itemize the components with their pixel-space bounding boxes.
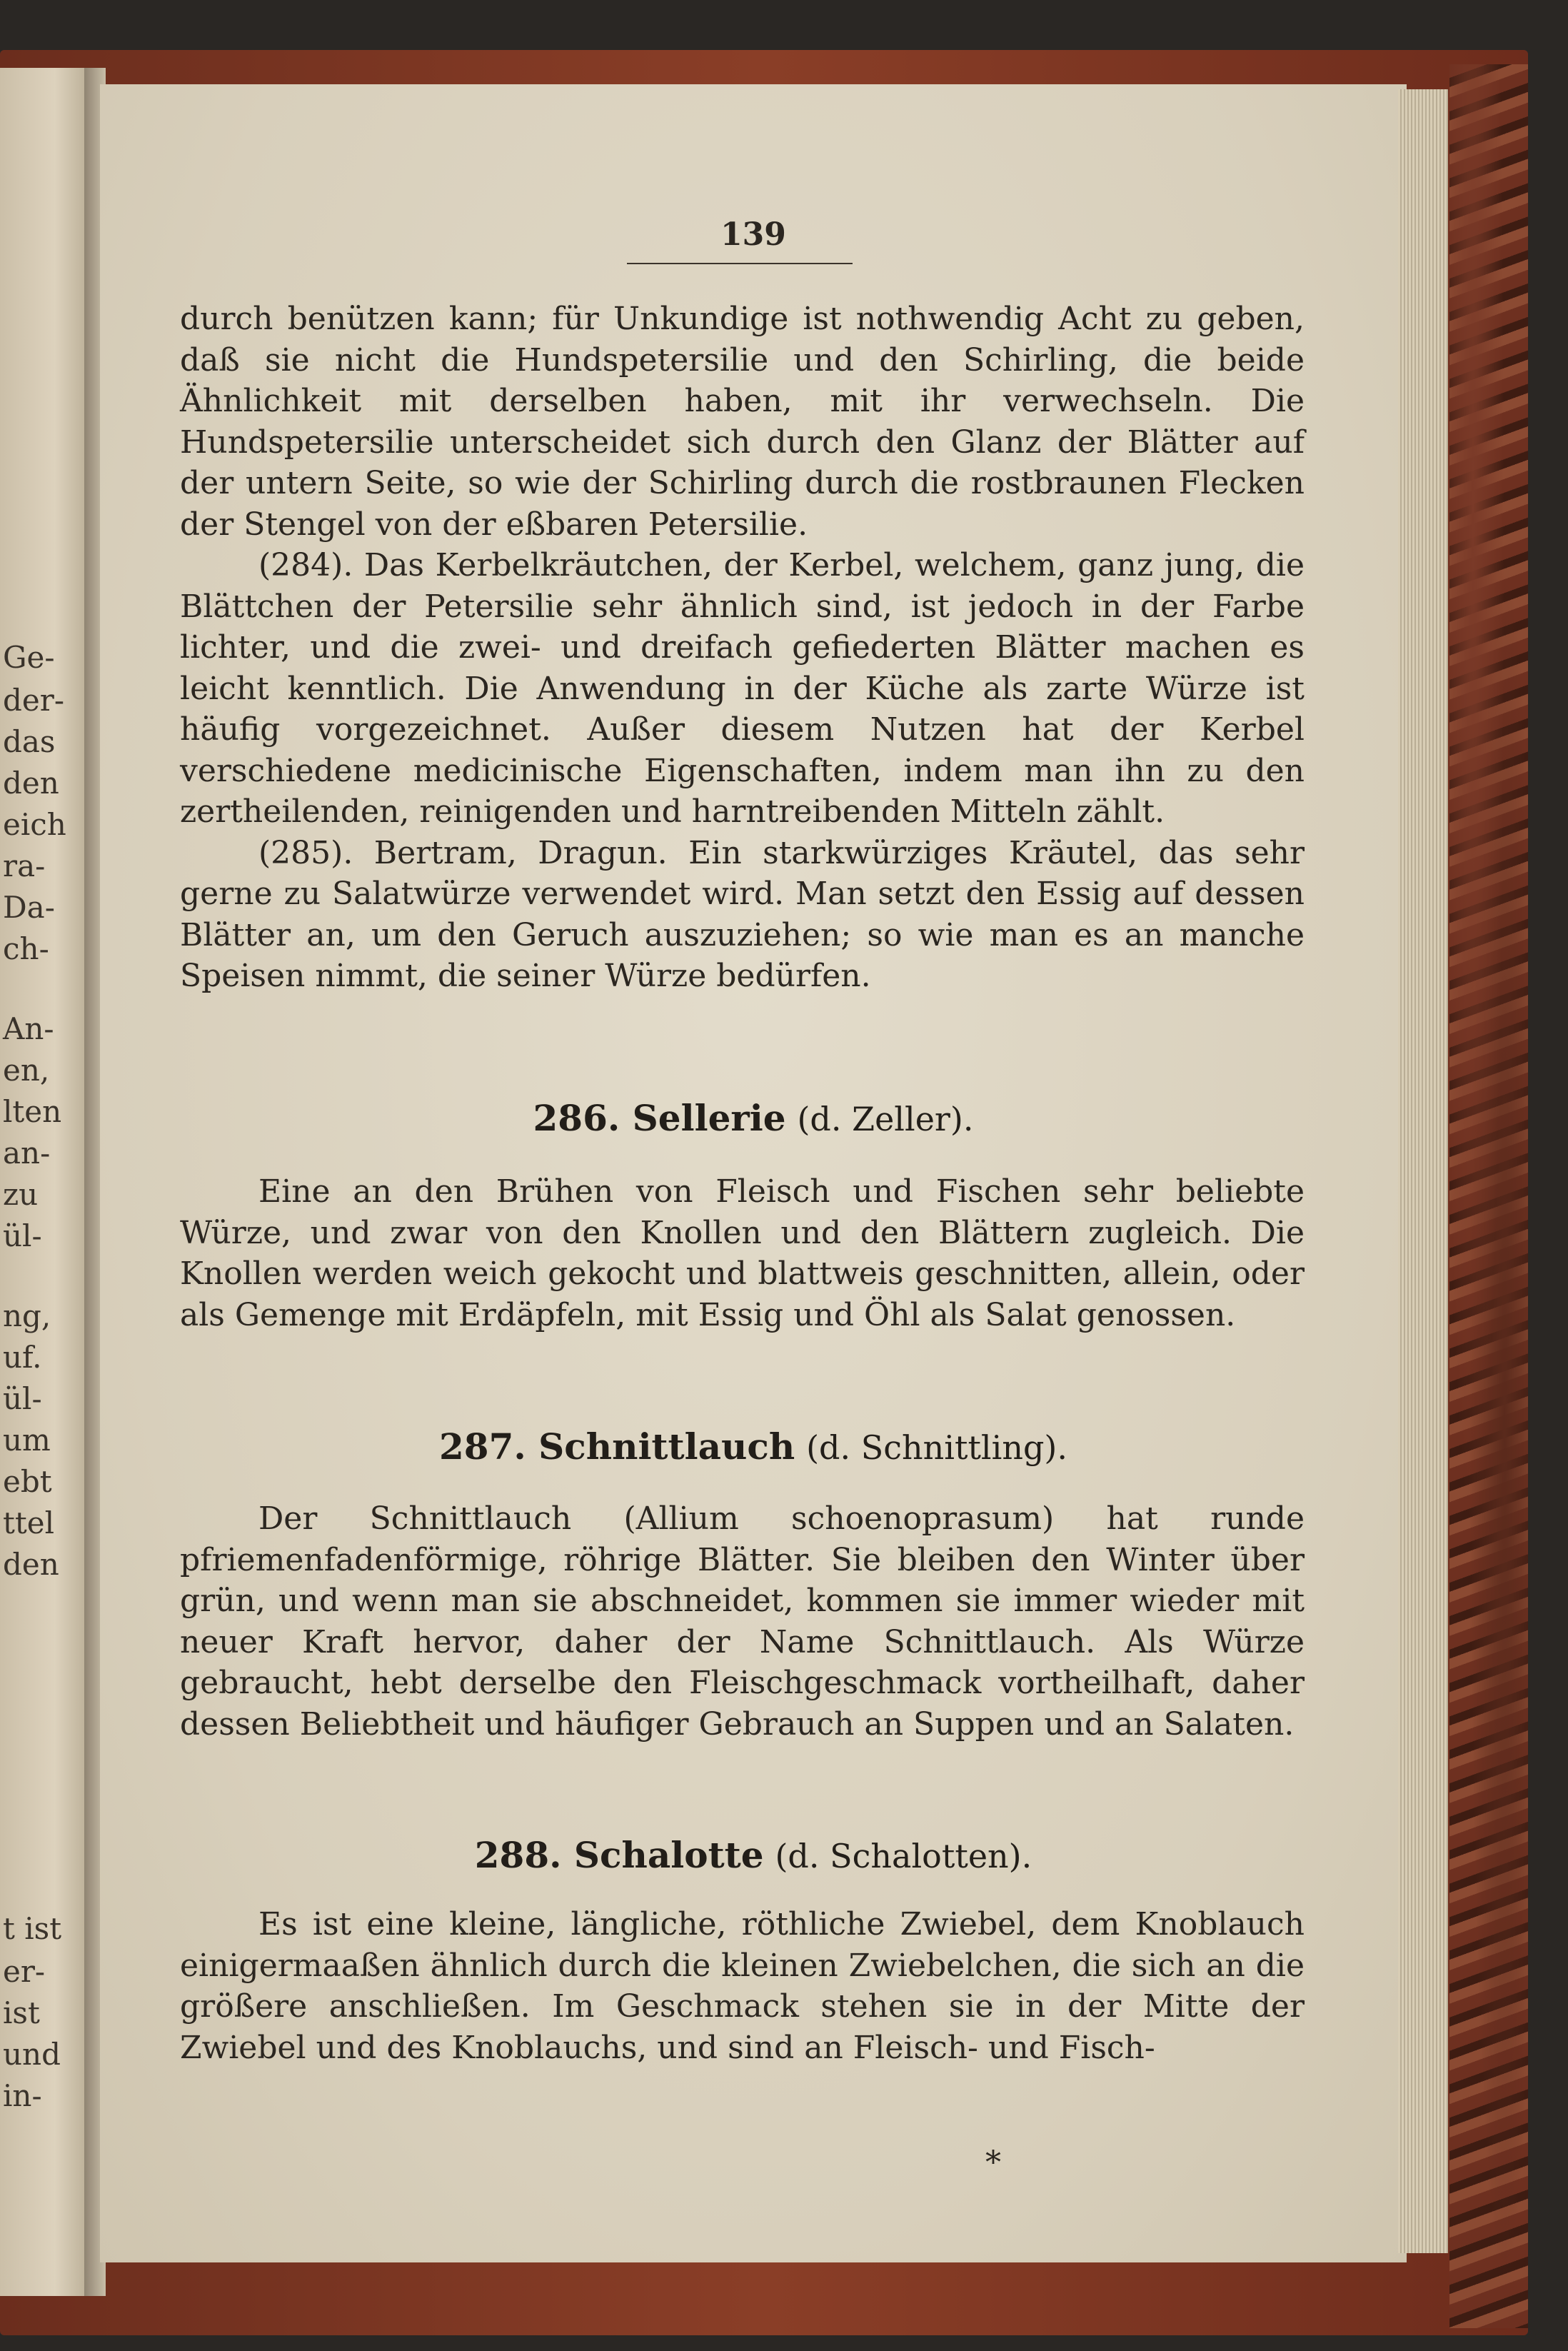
left-page-fragment: ebt: [3, 1464, 52, 1499]
left-page-fragment: in-: [3, 2078, 42, 2113]
section-body-286: [180, 1171, 1305, 1335]
left-page-fragment: ist: [3, 1995, 40, 2030]
body-288: Es ist eine kleine, längliche, röthliche Zwiebel, dem Knoblauch einigermaaßen ähnlich durch die kleinen Zwiebelchen, die sich an die größere anschließen. Im Geschmack stehen sie in der Mitte der Zwiebel und des Knoblauchs, und sind an Fleisch- und Fisch-: [180, 1906, 1305, 2066]
section-heading-287: [100, 1425, 1407, 1468]
left-page-fragment: den: [3, 766, 59, 801]
left-page-fragment: eich: [3, 807, 66, 842]
body-286: Eine an den Brühen von Fleisch und Fischen sehr beliebte Würze, und zwar von den Knollen und den Blättern zugleich. Die Knollen werden weich gekocht und blattweis geschnitten, allein, oder als Gemenge mit Erdäpfeln, mit Essig und Öhl als Salat genossen.: [180, 1173, 1305, 1333]
left-page-fragment: den: [3, 1547, 59, 1582]
left-page-fragment: ra-: [3, 848, 46, 883]
page-number: 139: [720, 216, 786, 253]
heading-288-sub: (d. Schalotten).: [775, 1837, 1032, 1875]
intro-paragraph: durch benützen kann; für Unkundige ist nothwendig Acht zu geben, daß sie nicht die Hundspetersilie und den Schirling, die beide Ähnlichkeit mit derselben haben, mit ihr verwechseln. Die Hundspetersilie unterscheidet sich durch den Glanz der Blätter auf der untern Seite, so wie der Schirling durch die rostbraunen Flecken der Stengel von der eßbaren Petersilie.: [180, 301, 1305, 543]
left-page-fragment: ül-: [3, 1218, 42, 1253]
left-page-fragment: ch-: [3, 931, 49, 966]
left-page-fragment: en,: [3, 1053, 50, 1088]
left-page-fragment: ttel: [3, 1505, 55, 1540]
heading-287-main: 287. Schnittlauch: [439, 1425, 795, 1468]
section-heading-288: [100, 1834, 1407, 1876]
section-body-287: [180, 1498, 1305, 1745]
heading-286-main: 286. Sellerie: [533, 1097, 786, 1139]
left-page-fragment: der-: [3, 683, 65, 718]
heading-286-sub: (d. Zeller).: [797, 1100, 974, 1138]
text-block-top: [180, 299, 1305, 997]
page-number-rule: [627, 263, 853, 264]
paragraph-285: (285). Bertram, Dragun. Ein starkwürziges Kräutel, das sehr gerne zu Salatwürze verwendet wird. Man setzt den Essig auf dessen Blätter an, um den Geruch auszuziehen; so wie man es an manche Speisen nimmt, die seiner Würze bedürfen.: [180, 834, 1305, 994]
left-page-fragment: Da-: [3, 890, 55, 925]
heading-288-main: 288. Schalotte: [474, 1834, 764, 1876]
left-page-fragment: er-: [3, 1954, 46, 1989]
heading-287-sub: (d. Schnittling).: [806, 1428, 1067, 1467]
left-page-fragment: ng,: [3, 1298, 51, 1333]
left-page-fragment: An-: [3, 1011, 54, 1046]
left-page-fragment: uf.: [3, 1340, 42, 1375]
left-page-fragment: zu: [3, 1177, 39, 1212]
left-page-fragment: um: [3, 1423, 51, 1458]
page-block-edges: [1398, 89, 1448, 2253]
body-287: Der Schnittlauch (Allium schoenoprasum) hat runde pfriemenfadenförmige, röhrige Blätter. Sie bleiben den Winter über grün, und wenn man sie abschneidet, kommen sie immer wieder mit neuer Kraft hervor, daher der Name Schnittlauch. Als Würze gebraucht, hebt derselbe den Fleischgeschmack vortheilhaft, daher dessen Beliebtheit und häufiger Gebrauch an Suppen und an Salaten.: [180, 1500, 1305, 1743]
left-page-fragment: und: [3, 2037, 61, 2072]
left-page-fragment: Ge-: [3, 640, 55, 675]
left-page-fragment: an-: [3, 1136, 51, 1171]
left-page-fragment: t ist: [3, 1911, 62, 1946]
book-page: [100, 84, 1407, 2262]
left-page-fragment: ül-: [3, 1381, 42, 1416]
left-page-fragment: das: [3, 724, 56, 759]
left-page-fragment: lten: [3, 1094, 62, 1129]
paragraph-284: (284). Das Kerbelkräutchen, der Kerbel, welchem, ganz jung, die Blättchen der Petersilie sehr ähnlich sind, ist jedoch in der Farbe lichter, und die zwei- und dreifach gefiederten Blätter machen es leicht kenntlich. Die Anwendung in der Küche als zarte Würze ist häufig vorgezeichnet. Außer diesem Nutzen hat der Kerbel verschiedene medicinische Eigenschaften, indem man ihn zu den zertheilenden, reinigenden und harntreibenden Mitteln zählt.: [180, 547, 1305, 830]
section-body-288: [180, 1904, 1305, 2068]
marbled-endpaper: [1449, 64, 1528, 2328]
signature-mark: *: [985, 2145, 1001, 2181]
section-heading-286: [100, 1097, 1407, 1139]
